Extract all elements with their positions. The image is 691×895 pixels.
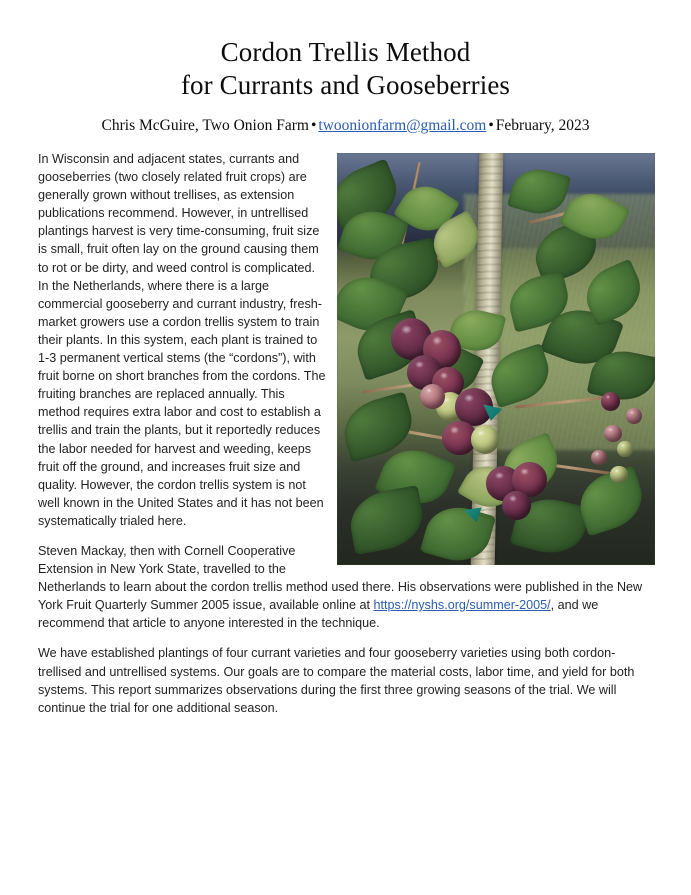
title-line-1: Cordon Trellis Method — [220, 37, 471, 67]
nyshs-article-link[interactable]: https://nyshs.org/summer-2005/ — [373, 598, 551, 613]
title-line-2: for Currants and Gooseberries — [180, 70, 511, 100]
page-title — [0, 0, 691, 102]
byline-date: February, 2023 — [495, 117, 590, 134]
byline-separator-1: • — [310, 117, 317, 134]
photo-berry — [471, 425, 500, 454]
paragraph-mackay-text-after: , and we recommend that article to anyone interested in the technique. — [38, 598, 599, 631]
photo-berry — [601, 392, 620, 411]
paragraph-trial-summary: We have established plantings of four currant varieties and four gooseberry varieties using both cordon-trellised and untrellised systems. Our goals are to compare the material costs, labor time, and yield for both systems. This report summarizes observations during the first three growing seasons of the trial. We will continue the trial for one additional season. — [38, 646, 635, 715]
paragraph-mackay-text-before: Steven Mackay, then with Cornell Cooperative Extension in New York State, travelled to the Netherlands to learn about the cordon trellis method used there. His observations were published in the New York Fruit Quarterly Summer 2005 issue, available online at — [38, 543, 643, 613]
byline-author: Chris McGuire, Two Onion Farm — [101, 117, 309, 134]
body-text-area — [38, 136, 655, 717]
gooseberry-trellis-photo — [337, 153, 655, 565]
photo-berry — [617, 441, 633, 457]
paragraph-intro: In Wisconsin and adjacent states, currants and gooseberries (two closely related fruit crops) are generally grown without trellises, as extension publications recommend. However, in untrellised plantings harvest is very time-consuming, fruit size is small, fruit often lay on the ground causing them to rot or be dirty, and weed control is complicated. In the Netherlands, where there is a large commercial gooseberry and currant industry, fresh-market growers use a cordon trellis system to train their plants. In this system, each plant is trained to 1-3 permanent vertical stems (the “cordons”), with fruit borne on short branches from the cordons. The fruiting branches are replaced annually. This method requires extra labor and cost to establish a trellis and train the plants, but it reportedly reduces the labor needed for harvest and weeding, keeps fruit off the ground, and increases fruit size and quality. However, the cordon trellis system is not well known in the United States and it has not been systematically trialed here. — [38, 152, 326, 528]
byline-separator-2: • — [488, 117, 494, 134]
byline — [0, 116, 691, 136]
photo-berry — [502, 491, 531, 520]
email-link[interactable]: twoonionfarm@gmail.com — [318, 117, 487, 134]
photo-berry — [420, 384, 445, 410]
photo-berry — [604, 425, 621, 442]
